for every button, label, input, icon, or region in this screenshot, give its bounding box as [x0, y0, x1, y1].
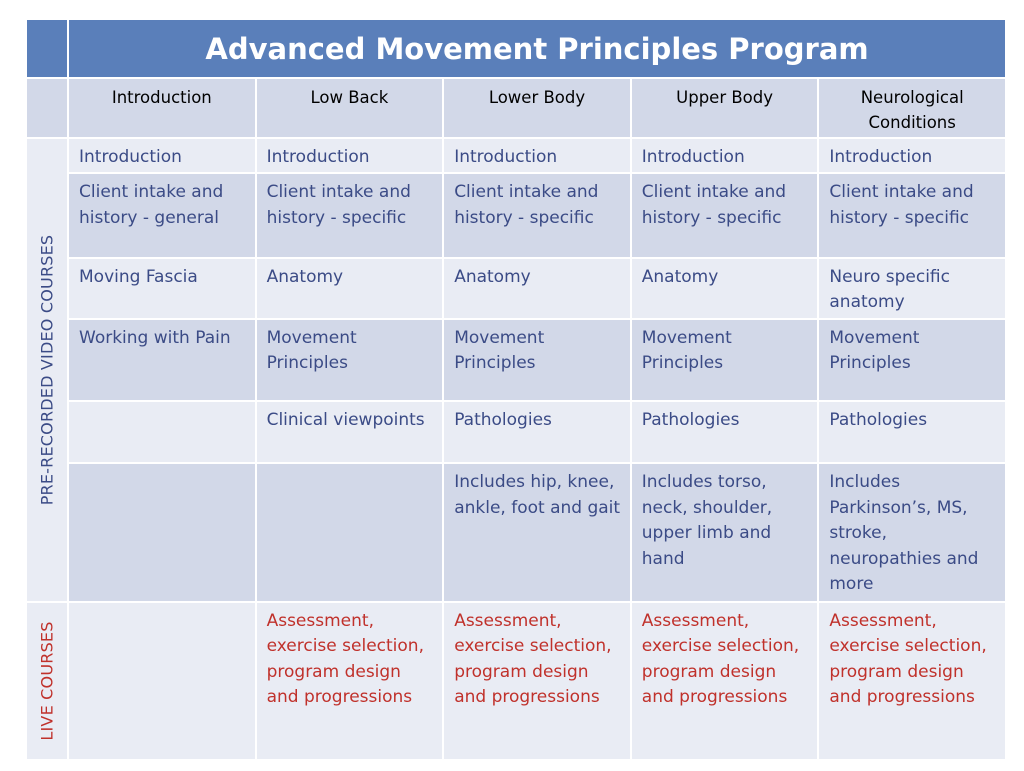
- table-cell: Movement Principles: [257, 320, 445, 402]
- table-cell: Client intake and history - specific: [257, 174, 445, 258]
- table-cell: Pathologies: [444, 402, 632, 464]
- program-table: [27, 20, 1007, 761]
- table-row: [27, 174, 1007, 258]
- table-cell: Moving Fascia: [69, 259, 257, 320]
- program-table-frame: [27, 20, 1007, 761]
- header-corner: [27, 79, 69, 139]
- header-row: [27, 79, 1007, 139]
- table-row: [27, 259, 1007, 320]
- table-cell: [69, 603, 257, 761]
- table-cell: Movement Principles: [444, 320, 632, 402]
- table-row: [27, 464, 1007, 602]
- column-header-lower-body: Lower Body: [444, 79, 632, 139]
- table-cell: [69, 464, 257, 602]
- table-cell: Anatomy: [444, 259, 632, 320]
- table-cell: Client intake and history - specific: [632, 174, 820, 258]
- table-cell: Introduction: [819, 139, 1007, 174]
- table-row: [27, 402, 1007, 464]
- prerecorded-label-text: PRE-RECORDED VIDEO COURSES: [37, 234, 57, 506]
- table-cell: Includes Parkinson’s, MS, stroke, neuropathies and more: [819, 464, 1007, 602]
- column-header-introduction: Introduction: [69, 79, 257, 139]
- table-cell: [69, 402, 257, 464]
- title-row: [27, 20, 1007, 79]
- table-cell: Includes hip, knee, ankle, foot and gait: [444, 464, 632, 602]
- live-courses-row: [27, 603, 1007, 761]
- title-corner: [27, 20, 69, 79]
- table-row: [27, 139, 1007, 174]
- prerecorded-side-label: [27, 139, 69, 602]
- page-title: Advanced Movement Principles Program: [69, 20, 1007, 79]
- table-cell: Introduction: [69, 139, 257, 174]
- table-cell: Assessment, exercise selection, program design and progressions: [632, 603, 820, 761]
- table-cell: Pathologies: [819, 402, 1007, 464]
- table-cell: Neuro specific anatomy: [819, 259, 1007, 320]
- column-header-neurological-conditions: Neurological Conditions: [819, 79, 1007, 139]
- column-header-upper-body: Upper Body: [632, 79, 820, 139]
- table-cell: Clinical viewpoints: [257, 402, 445, 464]
- table-cell: Client intake and history - specific: [819, 174, 1007, 258]
- table-cell: Introduction: [632, 139, 820, 174]
- table-cell: Client intake and history - general: [69, 174, 257, 258]
- table-cell: Movement Principles: [632, 320, 820, 402]
- table-cell: Anatomy: [632, 259, 820, 320]
- live-side-label: [27, 603, 69, 761]
- table-row: [27, 320, 1007, 402]
- table-cell: Introduction: [444, 139, 632, 174]
- table-cell: [257, 464, 445, 602]
- table-cell: Introduction: [257, 139, 445, 174]
- table-cell: Assessment, exercise selection, program design and progressions: [819, 603, 1007, 761]
- table-cell: Assessment, exercise selection, program design and progressions: [257, 603, 445, 761]
- live-label-text: LIVE COURSES: [37, 621, 57, 741]
- table-cell: Anatomy: [257, 259, 445, 320]
- table-cell: Working with Pain: [69, 320, 257, 402]
- table-cell: Movement Principles: [819, 320, 1007, 402]
- table-cell: Assessment, exercise selection, program design and progressions: [444, 603, 632, 761]
- table-cell: Pathologies: [632, 402, 820, 464]
- table-cell: Includes torso, neck, shoulder, upper limb and hand: [632, 464, 820, 602]
- table-cell: Client intake and history - specific: [444, 174, 632, 258]
- column-header-low-back: Low Back: [257, 79, 445, 139]
